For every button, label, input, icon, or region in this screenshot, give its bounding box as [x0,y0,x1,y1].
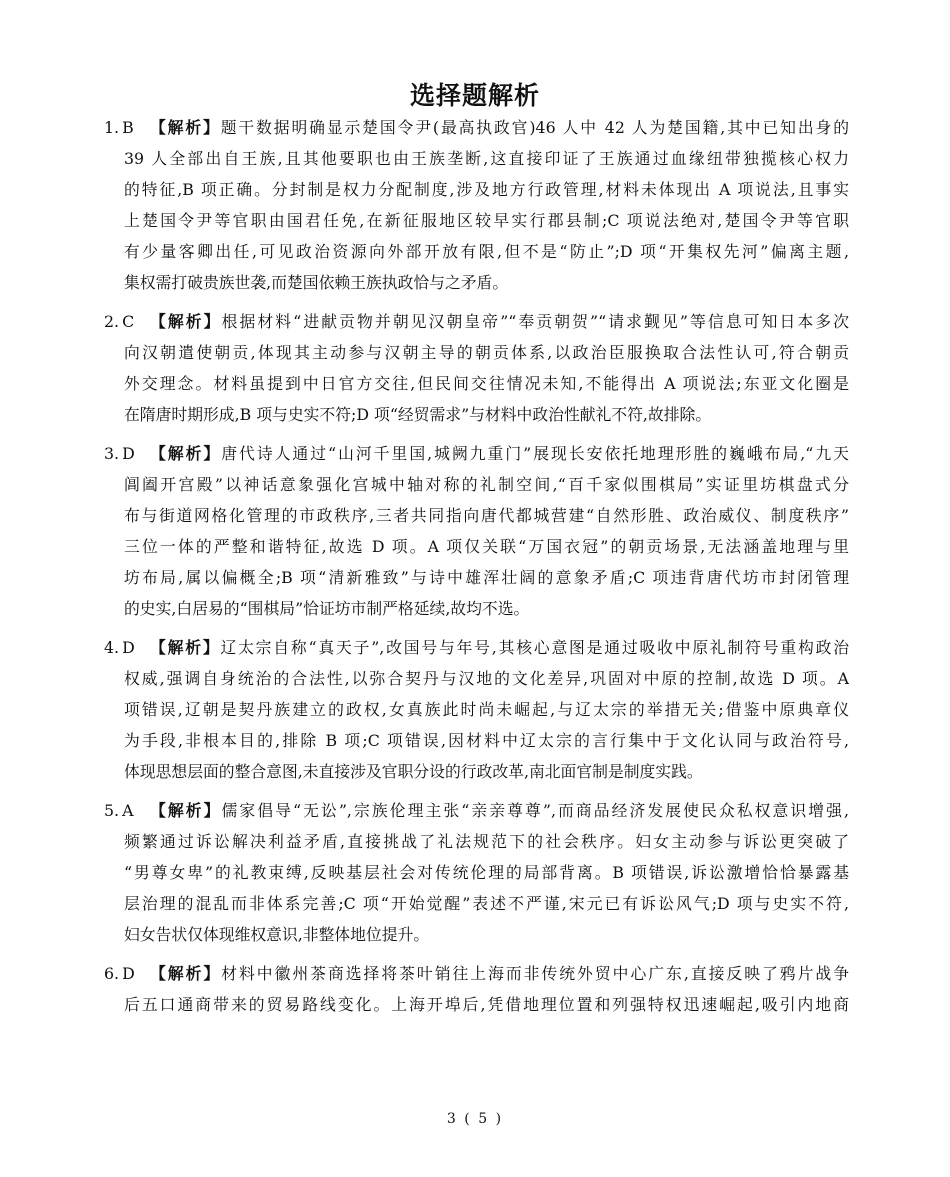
analysis-tag: 【解析】 [150,118,221,137]
item-answer: D [122,638,135,657]
item-line [104,632,849,663]
line-text: 题干数据明确显示楚国令尹(最高执政官)46 人中 42 人为楚国籍,其中已知出身的 [220,118,849,137]
item-line [104,306,849,337]
item-line: 外交理念。材料虽提到中日官方交往,但民间交往情况未知,不能得出 A 项说法;东亚文化圈是 [124,374,849,393]
line-text: 辽太宗自称“真天子”,改国号与年号,其核心意图是通过吸收中原礼制符号重构政治 [220,638,849,657]
item-line: 后五口通商带来的贸易路线变化。上海开埠后,凭借地理位置和列强特权迅速崛起,吸引内地商 [124,995,849,1014]
line-text: 唐代诗人通过“山河千里国,城阙九重门”展现长安依托地理形胜的巍峨布局,“九天 [221,444,849,463]
item-line: 在隋唐时期形成,B 项与史实不符;D 项“经贸需求”与材料中政治性献礼不符,故排除。 [124,405,712,424]
line-text: 材料中徽州茶商选择将茶叶销往上海而非传统外贸中心广东,直接反映了鸦片战争 [221,964,849,983]
item-line: 向汉朝遣使朝贡,体现其主动参与汉朝主导的朝贡体系,以政治臣服换取合法性认可,符合朝贡 [124,343,849,362]
analysis-tag: 【解析】 [150,964,222,983]
item-line: 的特征,B 项正确。分封制是权力分配制度,涉及地方行政管理,材料未体现出 A 项说法,且事实 [124,180,849,199]
answer-item-1 [104,112,849,298]
item-number: 6. [104,964,120,983]
item-line [104,438,849,469]
analysis-tag: 【解析】 [150,801,222,820]
item-line: 体现思想层面的整合意图,未直接涉及官职分设的行政改革,南北面官制是制度实践。 [124,762,703,781]
item-head [104,632,135,663]
item-number: 3. [104,444,120,463]
item-line: 坊布局,属以偏概全;B 项“清新雅致”与诗中雄浑壮阔的意象矛盾;C 项违背唐代坊市封闭管理 [124,568,849,587]
item-number: 5. [104,801,120,820]
analysis-tag: 【解析】 [150,312,222,331]
item-number: 4. [104,638,120,657]
page-title: 选择题解析 [409,81,540,110]
page-footer [0,1111,950,1127]
item-head [104,795,134,826]
item-line: 有少量客卿出任,可见政治资源向外部开放有限,但不是“防止”;D 项“开集权先河”偏离主题, [124,242,849,261]
analysis-tag: 【解析】 [150,638,221,657]
item-head [104,112,134,143]
item-head [104,306,134,337]
line-text: 根据材料“进献贡物并朝见汉朝皇帝”“奉贡朝贺”“请求觐见”等信息可知日本多次 [221,312,849,331]
item-number: 2. [104,312,120,331]
answer-list [104,112,849,1028]
item-line: 三位一体的严整和谐特征,故选 D 项。A 项仅关联“万国衣冠”的朝贡场景,无法涵盖地理与里 [124,537,849,556]
item-line: 妇女告状仅体现维权意识,非整体地位提升。 [124,925,430,944]
item-number: 1. [104,118,120,137]
item-line: 为手段,非根本目的,排除 B 项;C 项错误,因材料中辽太宗的言行集中于文化认同与政治符号, [124,731,849,750]
item-line [104,112,849,143]
item-answer: D [122,444,135,463]
line-text: 儒家倡导“无讼”,宗族伦理主张“亲亲尊尊”,而商品经济发展使民众私权意识增强, [221,801,849,820]
answer-item-3 [104,438,849,624]
answer-item-5 [104,795,849,950]
answer-item-6 [104,958,849,1020]
answer-item-4 [104,632,849,787]
item-line: 布与街道网格化管理的市政秩序,三者共同指向唐代都城营建“自然形胜、政治威仪、制度秩序” [124,506,849,525]
item-line: “男尊女卑”的礼教束缚,反映基层社会对传统伦理的局部背离。B 项错误,诉讼激增恰恰暴露基 [124,863,849,882]
item-answer: B [122,118,134,137]
item-answer: C [122,312,135,331]
item-head [104,438,135,469]
analysis-tag: 【解析】 [150,444,222,463]
item-line: 阊阖开宫殿”以神话意象强化宫城中轴对称的礼制空间,“百千家似围棋局”实证里坊棋盘式分 [124,475,849,494]
item-line: 的史实,白居易的“围棋局”恰证坊市制严格延续,故均不选。 [124,599,530,618]
item-line [104,958,849,989]
item-line: 集权需打破贵族世袭,而楚国依赖王族执政恰与之矛盾。 [124,273,509,292]
item-answer: A [122,801,134,820]
item-line [104,795,849,826]
page-total: 5 [478,1111,490,1127]
footer-paren-close: ) [495,1111,504,1127]
item-line: 权威,强调自身统治的合法性,以弥合契丹与汉地的文化差异,巩固对中原的控制,故选 D 项。A [124,669,849,688]
answer-item-2 [104,306,849,430]
item-answer: D [122,964,135,983]
item-line: 频繁通过诉讼解决利益矛盾,直接挑战了礼法规范下的社会秩序。妇女主动参与诉讼更突破了 [124,832,849,851]
footer-paren-open: ( [464,1111,472,1127]
item-line: 上楚国令尹等官职由国君任免,在新征服地区较早实行郡县制;C 项说法绝对,楚国令尹等官职 [124,211,849,230]
item-line: 层治理的混乱而非体系完善;C 项“开始觉醒”表述不严谨,宋元已有诉讼风气;D 项与史实不符, [124,894,849,913]
page-number: 3 [446,1111,458,1127]
item-line: 项错误,辽朝是契丹族建立的政权,女真族此时尚未崛起,与辽太宗的举措无关;借鉴中原典章仪 [124,700,849,719]
item-line: 39 人全部出自王族,且其他要职也由王族垄断,这直接印证了王族通过血缘纽带独揽核心权力 [124,149,849,168]
item-head [104,958,135,989]
